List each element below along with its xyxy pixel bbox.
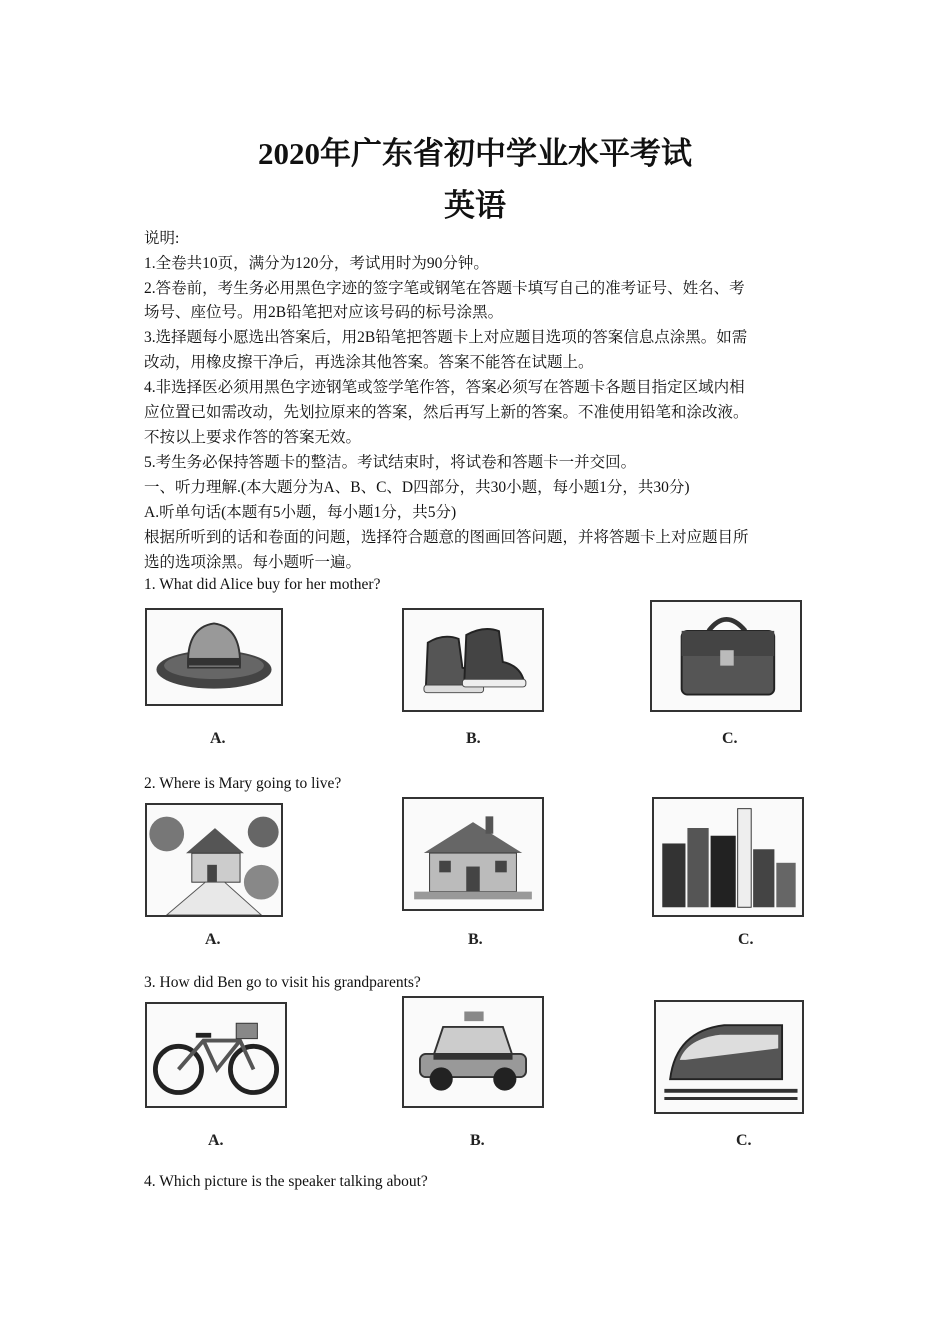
bag-icon bbox=[652, 602, 800, 710]
question-3-text: 3. How did Ben go to visit his grandparents? bbox=[144, 974, 421, 991]
sneakers-icon bbox=[404, 610, 542, 710]
option-c-picture bbox=[650, 600, 802, 712]
option-a-picture bbox=[145, 803, 283, 917]
question-1-options bbox=[0, 598, 950, 758]
option-b-picture bbox=[402, 797, 544, 911]
question-3-options bbox=[0, 996, 950, 1156]
section-heading: 一、听力理解.(本大题分为A、B、C、D四部分，共30小题，每小题1分，共30分) bbox=[144, 479, 690, 496]
part-heading: A.听单句话(本题有5小题，每小题1分，共5分) bbox=[144, 504, 457, 521]
option-a-label: A. bbox=[205, 931, 221, 948]
option-b-picture bbox=[402, 608, 544, 712]
question-4-text: 4. Which picture is the speaker talking about? bbox=[144, 1173, 428, 1190]
instruction-line: 3.选择题每小愿选出答案后，用2B铅笔把答题卡上对应题目选项的答案信息点涂黑。如需 bbox=[144, 329, 748, 346]
option-c-label: C. bbox=[722, 730, 738, 747]
option-b-label: B. bbox=[470, 1132, 485, 1149]
instruction-line: 说明: bbox=[144, 230, 180, 247]
option-a-picture bbox=[145, 608, 283, 706]
question-2-options bbox=[0, 797, 950, 957]
instruction-line: 4.非选择医必须用黑色字迹钢笔或签学笔作答，答案必须写在答题卡各题目指定区域内相 bbox=[144, 379, 745, 396]
option-a-label: A. bbox=[208, 1132, 224, 1149]
train-icon bbox=[656, 1002, 802, 1112]
instruction-line: 5.考生务必保持答题卡的整洁。考试结束时，将试卷和答题卡一并交回。 bbox=[144, 454, 637, 471]
instruction-line: 改动，用橡皮擦干净后，再选涂其他答案。答案不能答在试题上。 bbox=[144, 354, 594, 371]
instruction-line: 1.全卷共10页，满分为120分，考试用时为90分钟。 bbox=[144, 255, 489, 272]
option-a-picture bbox=[145, 1002, 287, 1108]
option-b-picture bbox=[402, 996, 544, 1108]
option-c-picture bbox=[654, 1000, 804, 1114]
instruction-line: 场号、座位号。用2B铅笔把对应该号码的标号涂黑。 bbox=[144, 304, 504, 321]
option-c-label: C. bbox=[738, 931, 754, 948]
instruction-line: 选的选项涂黑。每小题听一遍。 bbox=[144, 554, 362, 571]
house-icon bbox=[404, 799, 542, 909]
exam-subject: 英语 bbox=[444, 188, 506, 223]
village-icon bbox=[147, 805, 281, 915]
question-2-text: 2. Where is Mary going to live? bbox=[144, 775, 342, 792]
exam-title: 2020年广东省初中学业水平考试 bbox=[258, 136, 692, 171]
instruction-line: 不按以上要求作答的答案无效。 bbox=[144, 429, 362, 446]
instruction-line: 根据所听到的话和卷面的问题，选择符合题意的图画回答问题，并将答题卡上对应题目所 bbox=[144, 529, 749, 546]
city-icon bbox=[654, 799, 802, 915]
instruction-line: 应位置已如需改动，先划拉原来的答案，然后再写上新的答案。不准使用铅笔和涂改液。 bbox=[144, 404, 749, 421]
instruction-line: 2.答卷前，考生务必用黑色字迹的签字笔或钢笔在答题卡填写自己的准考证号、姓名、考 bbox=[144, 280, 745, 297]
hat-icon bbox=[147, 610, 281, 704]
option-c-picture bbox=[652, 797, 804, 917]
taxi-icon bbox=[404, 998, 542, 1106]
question-1-text: 1. What did Alice buy for her mother? bbox=[144, 576, 381, 593]
bicycle-icon bbox=[147, 1004, 285, 1106]
option-b-label: B. bbox=[466, 730, 481, 747]
option-a-label: A. bbox=[210, 730, 226, 747]
option-b-label: B. bbox=[468, 931, 483, 948]
option-c-label: C. bbox=[736, 1132, 752, 1149]
